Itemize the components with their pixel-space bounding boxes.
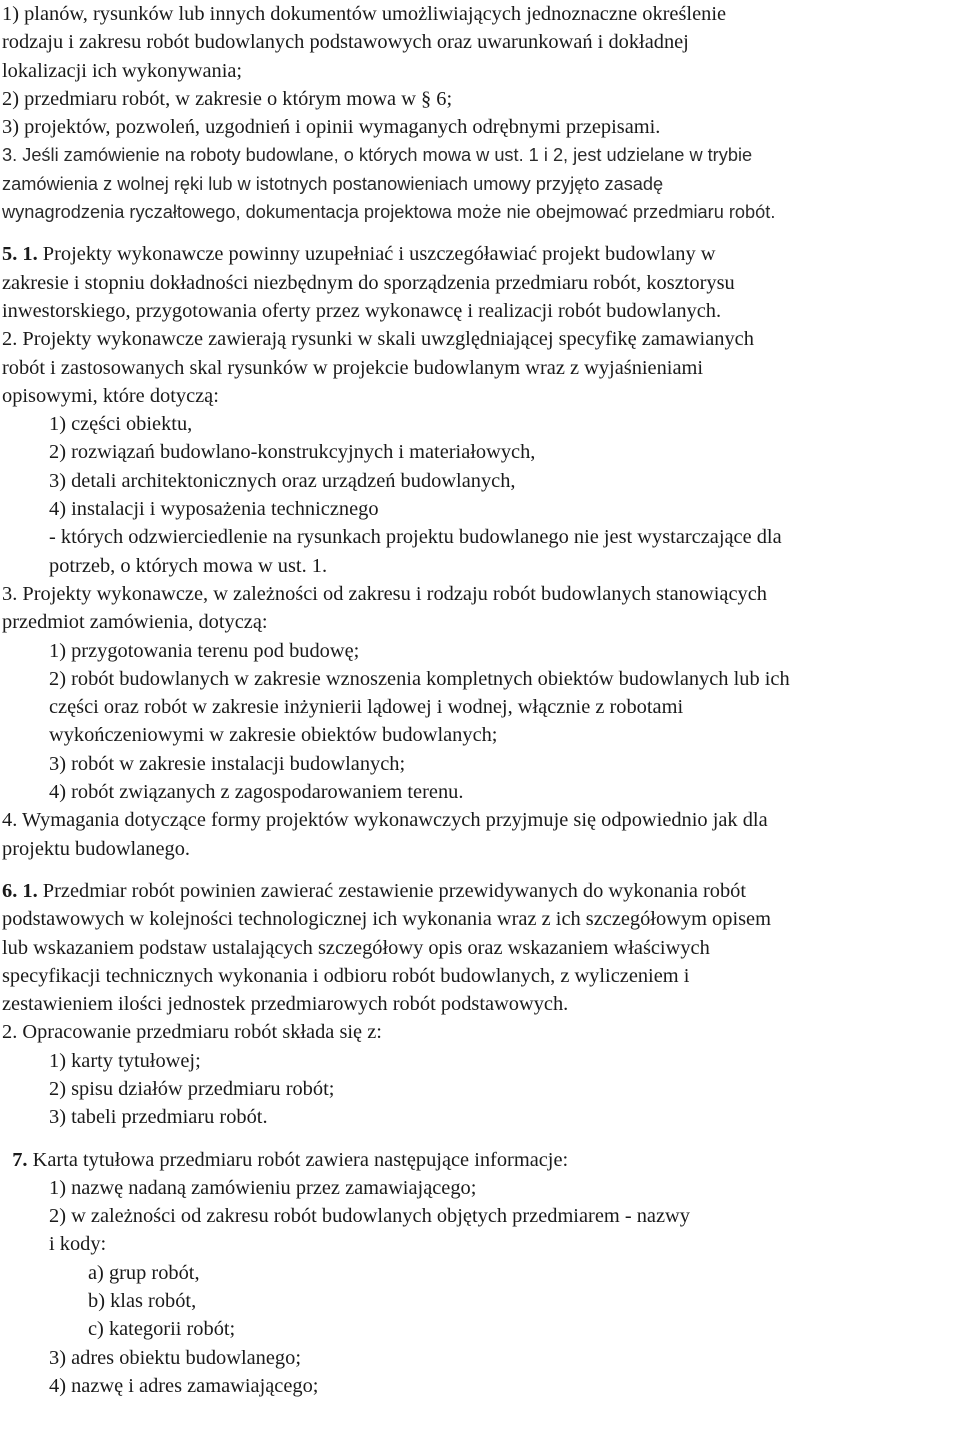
section-number: 6. 1.: [2, 879, 38, 902]
list-item: 4) nazwę i adres zamawiającego;: [49, 1374, 319, 1397]
text-line: zestawieniem ilości jednostek przedmiarowych robót podstawowych.: [2, 993, 569, 1016]
text-line: 2. Projekty wykonawcze zawierają rysunki w skali uwzględniającej specyfikę zamawianych: [2, 328, 754, 351]
list-item: 2) w zależności od zakresu robót budowlanych objętych przedmiarem - nazwy: [49, 1205, 690, 1228]
section-7-first-line: [2, 1146, 958, 1174]
list-item: wykończeniowymi w zakresie obiektów budowlanych;: [49, 724, 498, 747]
paragraph-gap: [2, 863, 958, 877]
text-line: projektu budowlanego.: [2, 837, 191, 860]
list-item: - których odzwierciedlenie na rysunkach projektu budowlanego nie jest wystarczające dla: [49, 526, 782, 549]
list-item: części oraz robót w zakresie inżynierii lądowej i wodnej, włącznie z robotami: [49, 696, 684, 719]
section-6-first-line: [2, 877, 958, 905]
text-line: zakresie i stopniu dokładności niezbędnym do sporządzenia przedmiaru robót, kosztorysu: [2, 271, 735, 294]
list-item: 3) robót w zakresie instalacji budowlanych;: [49, 752, 406, 775]
paragraph-gap: [2, 1132, 958, 1146]
list-subitem: b) klas robót,: [88, 1290, 197, 1313]
text-line: wynagrodzenia ryczałtowego, dokumentacja projektowa może nie obejmować przedmiaru robót.: [2, 202, 776, 223]
list-item: 4) instalacji i wyposażenia technicznego: [49, 498, 379, 521]
section-number: 5. 1.: [2, 243, 38, 266]
list-item: 1) części obiektu,: [49, 413, 193, 436]
list-item: 3) tabeli przedmiaru robót.: [49, 1106, 268, 1129]
text-line: lokalizacji ich wykonywania;: [2, 59, 243, 82]
text-line: podstawowych w kolejności technologicznej ich wykonania wraz z ich szczegółowym opisem: [2, 908, 771, 931]
section-number: 7.: [12, 1148, 28, 1171]
list-item: 2) robót budowlanych w zakresie wznoszenia kompletnych obiektów budowlanych lub ich: [49, 667, 790, 690]
text-line: specyfikacji technicznych wykonania i odbioru robót budowlanych, z wyliczeniem i: [2, 964, 690, 987]
text-line: robót i zastosowanych skal rysunków w projekcie budowlanym wraz z wyjaśnieniami: [2, 356, 704, 379]
text-line: 2) przedmiaru robót, w zakresie o którym mowa w § 6;: [2, 87, 453, 110]
section-5-first-line: [2, 240, 958, 268]
text-line: inwestorskiego, przygotowania oferty przez wykonawcę i realizacji robót budowlanych.: [2, 299, 722, 322]
list-item: 4) robót związanych z zagospodarowaniem terenu.: [49, 781, 464, 804]
text-line: 3. Projekty wykonawcze, w zależności od zakresu i rodzaju robót budowlanych stanowiących: [2, 582, 767, 605]
list-item: 2) rozwiązań budowlano-konstrukcyjnych i materiałowych,: [49, 441, 536, 464]
list-item: 3) adres obiektu budowlanego;: [49, 1346, 301, 1369]
section-5: [2, 240, 958, 863]
list-item: 1) karty tytułowej;: [49, 1049, 201, 1072]
list-item: 1) przygotowania terenu pod budowę;: [49, 639, 360, 662]
text-line: 2. Opracowanie przedmiaru robót składa się z:: [2, 1021, 382, 1044]
document-page: [2, 0, 958, 1400]
intro-block: [2, 0, 958, 226]
text-line: Przedmiar robót powinien zawierać zestawienie przewidywanych do wykonania robót: [37, 879, 747, 902]
text-line: lub wskazaniem podstaw ustalających szczegółowy opis oraz wskazaniem właściwych: [2, 936, 710, 959]
paragraph-gap: [2, 226, 958, 240]
text-line: przedmiot zamówienia, dotyczą:: [2, 611, 268, 634]
list-item: i kody:: [49, 1233, 107, 1256]
text-line: 3. Jeśli zamówienie na roboty budowlane, o których mowa w ust. 1 i 2, jest udzielane w trybie: [2, 145, 753, 166]
list-item: 2) spisu działów przedmiaru robót;: [49, 1077, 335, 1100]
list-item: 3) detali architektonicznych oraz urządzeń budowlanych,: [49, 469, 516, 492]
text-line: 1) planów, rysunków lub innych dokumentów umożliwiających jednoznaczne określenie: [2, 3, 727, 25]
section-6: [2, 877, 958, 1132]
list-item: 1) nazwę nadaną zamówieniu przez zamawiającego;: [49, 1176, 477, 1199]
list-subitem: a) grup robót,: [88, 1261, 200, 1284]
text-line: rodzaju i zakresu robót budowlanych podstawowych oraz uwarunkowań i dokładnej: [2, 31, 689, 54]
list-subitem: c) kategorii robót;: [88, 1318, 236, 1341]
text-line: Karta tytułowa przedmiaru robót zawiera następujące informacje:: [27, 1148, 569, 1171]
text-line: Projekty wykonawcze powinny uzupełniać i uszczegóławiać projekt budowlany w: [37, 243, 716, 266]
section-7: [2, 1146, 958, 1401]
text-line: opisowymi, które dotyczą:: [2, 384, 219, 407]
text-line: zamówienia z wolnej ręki lub w istotnych postanowieniach umowy przyjęto zasadę: [2, 173, 664, 194]
text-line: 3) projektów, pozwoleń, uzgodnień i opinii wymaganych odrębnymi przepisami.: [2, 116, 661, 139]
list-item: potrzeb, o których mowa w ust. 1.: [49, 554, 328, 577]
text-line: 4. Wymagania dotyczące formy projektów wykonawczych przyjmuje się odpowiednio jak dla: [2, 809, 768, 832]
